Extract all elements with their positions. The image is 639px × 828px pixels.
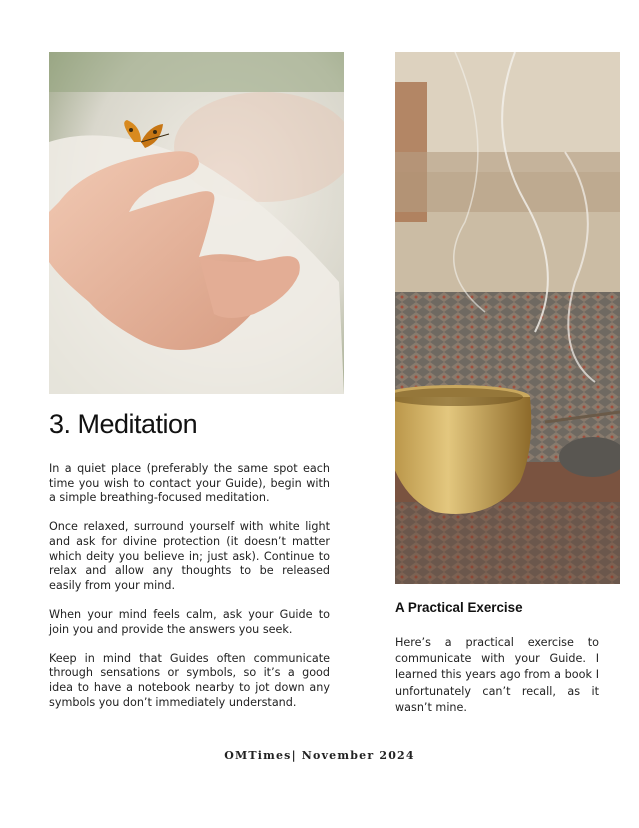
article-paragraph: In a quiet place (preferably the same spot each time you wish to contact your Guide), begin with a simple breathing-focused meditation.: [49, 462, 330, 505]
page-footer: OMTimes| November 2024: [224, 749, 415, 762]
article-paragraph: Once relaxed, surround yourself with white light and ask for divine protection (it doesn’t matter which deity you believe in; just ask). Continue to relax and allow any thoughts to be released easily from your mind.: [49, 520, 330, 592]
article-body: [49, 462, 330, 725]
section-heading: 3. Meditation: [49, 409, 198, 439]
article-paragraph: When your mind feels calm, ask your Guide to join you and provide the answers you seek.: [49, 607, 330, 636]
singing-bowl-image: [395, 52, 620, 584]
meditation-hand-illustration: [49, 52, 344, 394]
sidebar-heading: A Practical Exercise: [395, 600, 523, 615]
singing-bowl-illustration: [395, 52, 620, 584]
sidebar-paragraph: Here’s a practical exercise to communicate with your Guide. I learned this years ago from a book I unfortunately can’t recall, as it wasn’t mine.: [395, 636, 599, 714]
meditation-hand-image: [49, 52, 344, 394]
sidebar-body: [395, 635, 599, 716]
article-paragraph: Keep in mind that Guides often communicate through sensations or symbols, so it’s a good idea to have a notebook nearby to jot down any symbols you don’t immediately understand.: [49, 651, 330, 709]
